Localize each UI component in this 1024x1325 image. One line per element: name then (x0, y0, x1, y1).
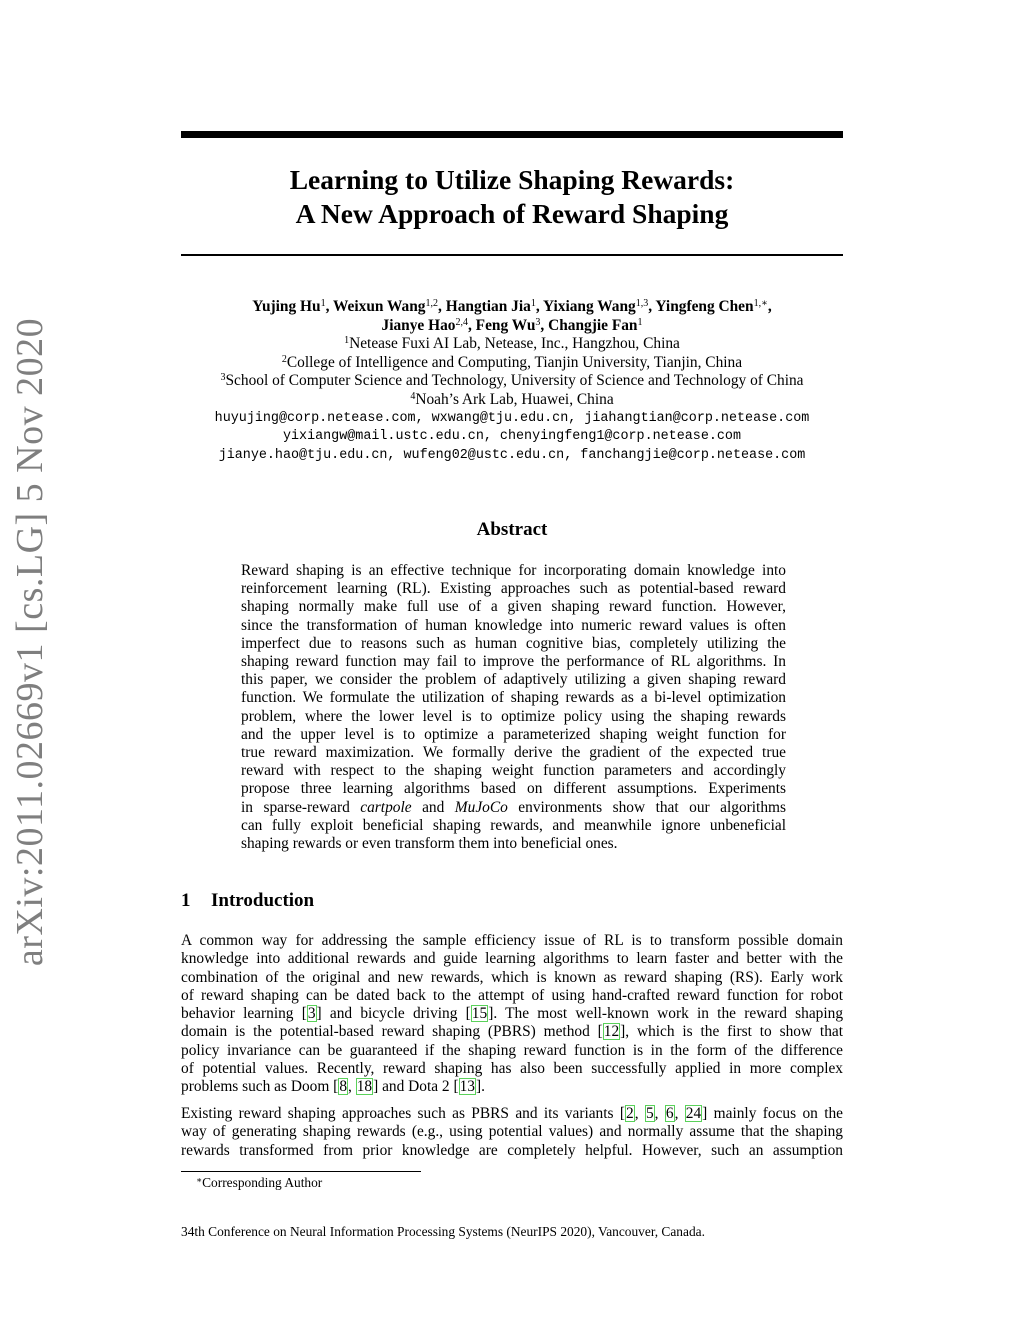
title-bottom-rule (181, 254, 843, 256)
paragraph-text: ] mainly focus on the (702, 1105, 844, 1122)
paragraph-text: domain is the potential-based reward shaping (PBRS) method [ (181, 1023, 603, 1041)
author-affiliation-sup: 1 (530, 298, 536, 309)
author-name: Yingfeng Chen (655, 298, 754, 315)
paragraph-text: behavior learning [ (181, 1005, 307, 1023)
section-title: Introduction (211, 890, 315, 911)
affiliation-text: School of Computer Science and Technology, University of Science and Technology of China (225, 372, 804, 390)
abstract-line: shaping reward function may fail to improve the performance of RL algorithms. In (241, 653, 786, 671)
abstract-line: shaping normally make full use of a given shaping reward function. However, (241, 598, 786, 616)
paragraph-text: , (634, 1105, 645, 1122)
abstract-line: reinforcement learning (RL). Existing approaches such as potential-based reward (241, 580, 786, 598)
affiliation-1 (181, 335, 843, 354)
author-name: Weixun Wang (332, 298, 426, 315)
section-number: 1 (181, 890, 191, 911)
author-affiliation-sup: 1 (320, 298, 326, 309)
author-separator: , (325, 298, 333, 315)
citation-link[interactable]: 24 (685, 1105, 702, 1122)
citation-link[interactable]: 3 (307, 1005, 316, 1023)
abstract-line: shaping rewards or even transform them into beneficial ones. (241, 835, 618, 853)
author-separator: , (767, 298, 772, 315)
paragraph-line: of reward shaping can be dated back to the attempt of using hand-crafted reward function for robot (181, 986, 843, 1004)
paragraph-text: , (348, 1078, 356, 1096)
author-separator: , (648, 298, 656, 315)
email-line-2: yixiangw@mail.ustc.edu.cn, chenyingfeng1@corp.netease.com (282, 429, 742, 445)
paragraph-line: combination of the original and new rewards, which is known as reward shaping (RS). Early work (181, 968, 843, 986)
paper-title (181, 163, 843, 231)
author-name: Hangtian Jia (445, 298, 531, 315)
citation-link[interactable]: 12 (603, 1023, 620, 1041)
author-affiliation-sup: 1,2 (425, 298, 439, 309)
abstract-line: this paper, we consider the problem of adaptively utilizing a given shaping reward (241, 671, 786, 689)
conference-note: 34th Conference on Neural Information Processing Systems (NeurIPS 2020), Vancouver, Canada. (181, 1224, 705, 1239)
paragraph-text: Existing reward shaping approaches such as PBRS and its variants [ (181, 1105, 626, 1122)
citation-link[interactable]: 18 (356, 1078, 373, 1096)
affiliation-text: Netease Fuxi AI Lab, Netease, Inc., Hangzhou, China (349, 335, 680, 353)
affiliation-sup: 4 (410, 390, 416, 402)
footnote-mark: ∗ (196, 1175, 203, 1185)
author-name: Feng Wu (475, 316, 536, 334)
author-row-2 (181, 317, 843, 336)
paragraph-text: ], which is the first to show that (620, 1023, 843, 1041)
intro-paragraph-1 (181, 932, 843, 1097)
abstract-line: function. We formulate the utilization of shaping rewards as a bi-level optimization (241, 689, 786, 707)
abstract-text: in sparse-reward (241, 798, 361, 816)
paragraph-line: knowledge into additional rewards and guide learning algorithms to learn faster and better with the (181, 950, 843, 968)
abstract-line: imperfect due to reasons such as human cognitive bias, completely utilizing the (241, 634, 786, 652)
title-line-2: A New Approach of Reward Shaping (295, 198, 729, 229)
paragraph-line: rewards transformed from prior knowledge are completely helpful. However, such an assumption (181, 1141, 843, 1159)
abstract-line: propose three learning algorithms based on different assumptions. Experiments (241, 780, 786, 798)
affiliation-text: College of Intelligence and Computing, Tianjin University, Tianjin, China (286, 353, 743, 371)
email-line-3: jianye.hao@tju.edu.cn, wufeng02@ustc.edu.cn, fanchangjie@corp.netease.com (218, 447, 806, 463)
abstract-line: and the upper level is to optimize a parameterized shaping weight function for (241, 725, 786, 743)
paragraph-line: policy invariance can be guaranteed if the shaping reward function is in the form of the difference (181, 1041, 843, 1059)
abstract-line: can fully exploit beneficial shaping rewards, and meanwhile ignore unbeneficial (241, 816, 786, 834)
abstract-line: since the transformation of human knowledge into numeric reward values is often (241, 616, 786, 634)
title-line-1: Learning to Utilize Shaping Rewards: (289, 164, 735, 195)
paragraph-text: , (674, 1105, 685, 1122)
cartpole-term: cartpole (360, 798, 412, 816)
citation-link[interactable]: 6 (665, 1105, 674, 1122)
intro-paragraph-2 (181, 1105, 843, 1160)
paragraph-line (181, 1023, 843, 1041)
paragraph-text: problems such as Doom [ (181, 1078, 339, 1096)
email-line-1: huyujing@corp.netease.com, wxwang@tju.edu.cn, jiahangtian@corp.netease.com (214, 410, 810, 426)
author-row-1 (181, 298, 843, 317)
affiliation-4 (181, 391, 843, 410)
author-affiliation-sup: 1,3 (635, 298, 649, 309)
paragraph-line: way of generating shaping rewards (e.g., using potential values) and normally assume that the shaping (181, 1123, 843, 1141)
abstract-line: problem, where the lower level is to optimize policy using the shaping rewards (241, 707, 786, 725)
paragraph-text: ] and Dota 2 [ (373, 1078, 459, 1096)
section-introduction-heading (181, 890, 314, 912)
author-block (181, 298, 843, 465)
author-separator: , (540, 316, 549, 334)
paragraph-text: , (654, 1105, 665, 1122)
citation-link[interactable]: 2 (626, 1105, 634, 1122)
abstract-text: environments show that our algorithms (507, 798, 786, 816)
author-name: Yujing Hu (252, 298, 321, 315)
author-affiliation-sup: 3 (535, 316, 541, 328)
paragraph-text: ] and bicycle driving [ (316, 1005, 471, 1023)
footnote-text: Corresponding Author (202, 1175, 323, 1190)
arxiv-side-stamp (0, 317, 60, 967)
citation-link[interactable]: 15 (471, 1005, 488, 1023)
author-separator: , (438, 298, 446, 315)
paragraph-text: ]. The most well-known work in the reward shaping (488, 1005, 844, 1023)
abstract-line (241, 799, 786, 817)
author-name: Jianye Hao (381, 316, 456, 334)
author-separator: , (467, 316, 476, 334)
abstract-line: reward with respect to the shaping weight function parameters and accordingly (241, 762, 786, 780)
abstract-body (241, 562, 786, 853)
arxiv-id-label: arXiv:2011.02669v1 [cs.LG] 5 Nov 2020 (9, 317, 51, 967)
author-affiliation-sup: 1,∗ (753, 298, 768, 309)
title-top-rule (181, 131, 843, 138)
abstract-line: true reward maximization. We formally derive the gradient of the expected true (241, 744, 786, 762)
abstract-line: Reward shaping is an effective technique for incorporating domain knowledge into (241, 562, 786, 579)
abstract-heading: Abstract (476, 519, 548, 540)
affiliation-2 (181, 354, 843, 373)
citation-link[interactable]: 5 (645, 1105, 654, 1122)
paragraph-text: ]. (475, 1078, 485, 1096)
paragraph-line (181, 1005, 843, 1023)
paragraph-line: of potential values. Recently, reward shaping has also been successfully applied in more complex (181, 1060, 843, 1078)
affiliation-sup: 1 (344, 335, 350, 347)
affiliation-3 (181, 372, 843, 391)
author-separator: , (535, 298, 543, 315)
author-name: Yixiang Wang (542, 298, 636, 315)
affiliation-sup: 2 (281, 353, 287, 365)
citation-link[interactable]: 8 (339, 1078, 348, 1096)
affiliation-text: Noah’s Ark Lab, Huawei, China (415, 390, 614, 408)
paragraph-line: A common way for addressing the sample efficiency issue of RL is to transform possible domain (181, 932, 843, 949)
footnote-rule (181, 1171, 421, 1172)
author-name: Changjie Fan (548, 316, 638, 334)
paragraph-line (181, 1105, 843, 1123)
footnote (196, 1175, 322, 1191)
author-affiliation-sup: 2,4 (455, 316, 468, 328)
mujoco-term: MuJoCo (454, 798, 508, 816)
author-affiliation-sup: 1 (637, 316, 643, 328)
affiliation-sup: 3 (220, 372, 226, 384)
citation-link[interactable]: 13 (459, 1078, 475, 1096)
paragraph-line (181, 1078, 843, 1096)
abstract-text: and (411, 798, 455, 816)
